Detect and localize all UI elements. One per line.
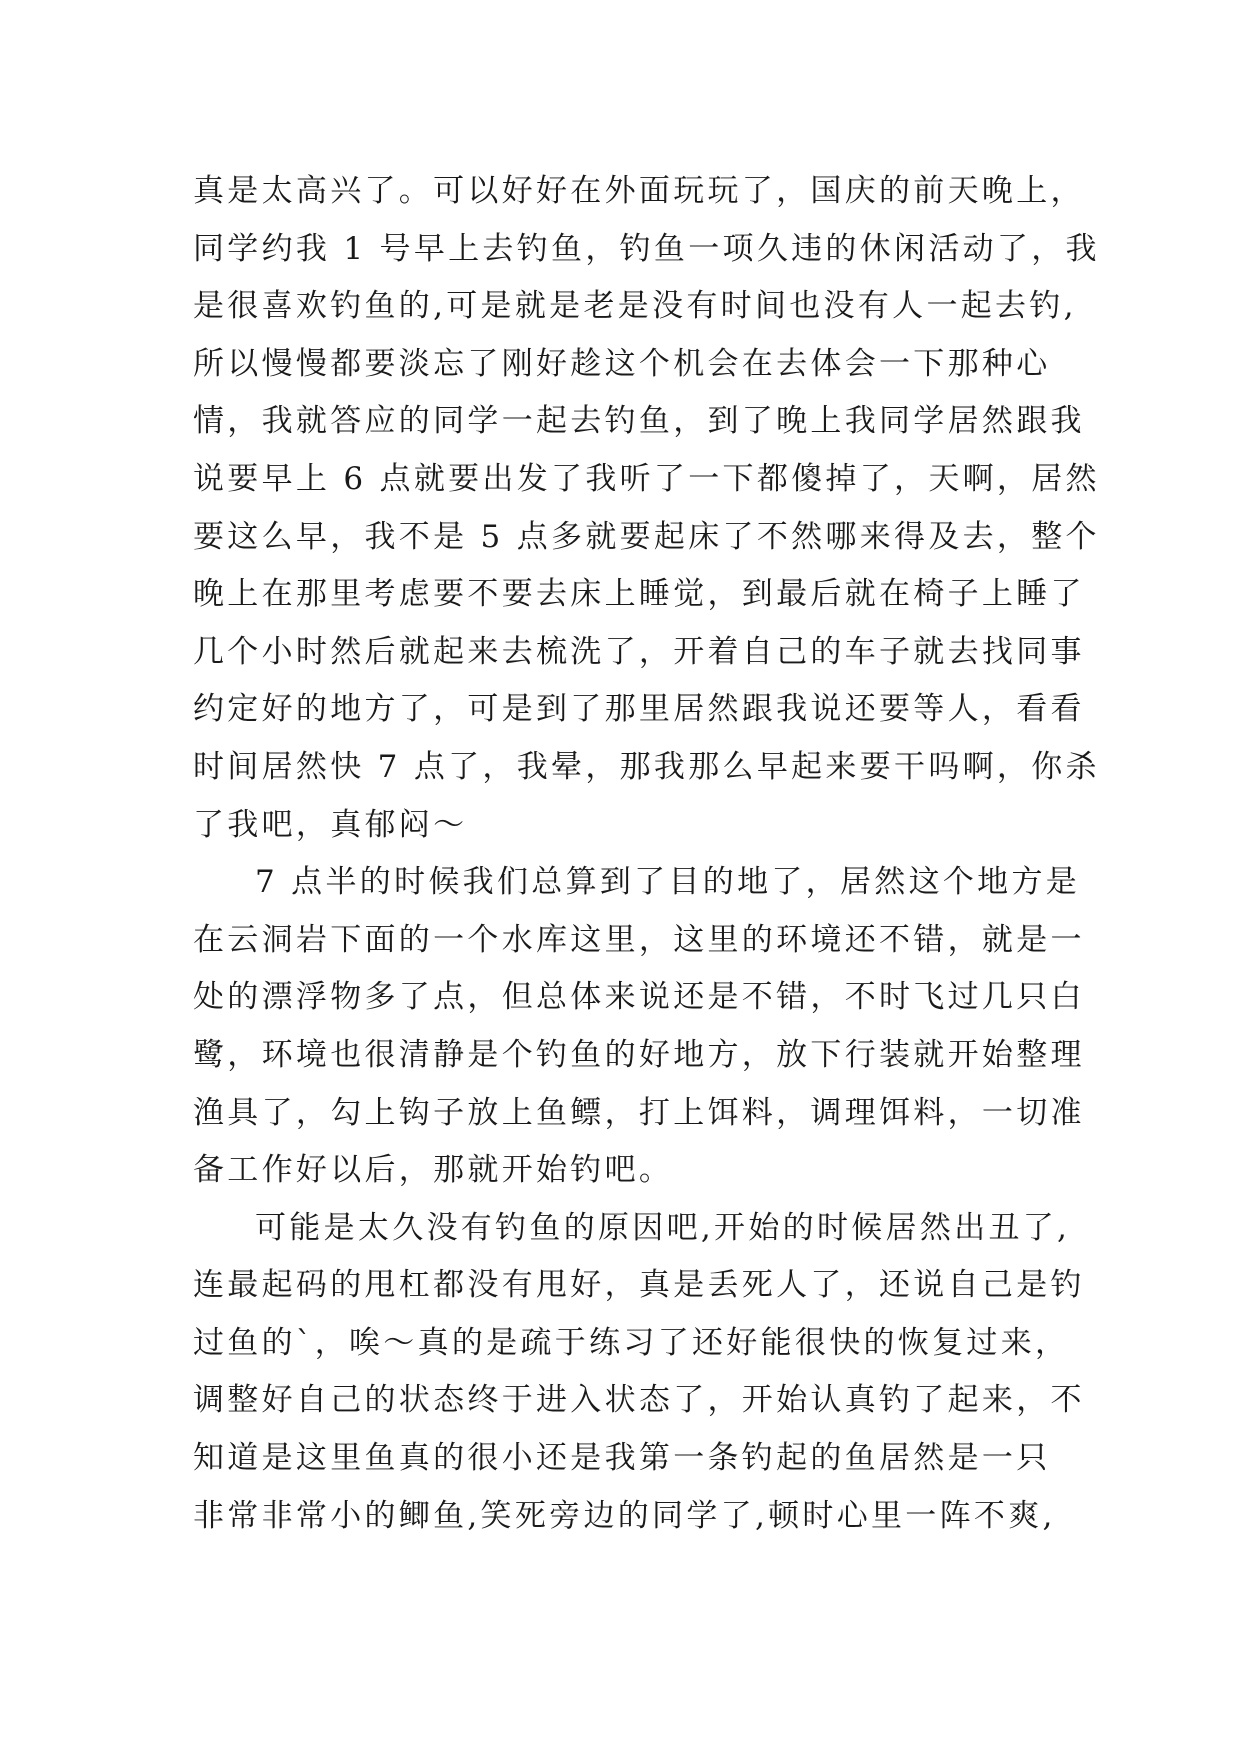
text-line: 知道是这里鱼真的很小还是我第一条钓起的鱼居然是一只 [193, 1440, 1051, 1477]
text-line: 连最起码的甩杠都没有甩好，真是丢死人了，还说自己是钓 [193, 1267, 1085, 1304]
text-line: 同学约我 1 号早上去钓鱼，钓鱼一项久违的休闲活动了，我 [193, 230, 1100, 267]
body-text [193, 163, 1100, 1545]
text-line: 所以慢慢都要淡忘了刚好趁这个机会在去体会一下那种心 [193, 345, 1051, 382]
text-line: 过鱼的`，唉～真的是疏于练习了还好能很快的恢复过来， [193, 1324, 1070, 1361]
text-line: 说要早上 6 点就要出发了我听了一下都傻掉了，天啊，居然 [193, 460, 1100, 497]
paragraph-start-line: 可能是太久没有钓鱼的原因吧,开始的时候居然出丑了, [255, 1209, 1071, 1246]
text-line: 要这么早，我不是 5 点多就要起床了不然哪来得及去，整个 [193, 518, 1100, 555]
text-line: 约定好的地方了，可是到了那里居然跟我说还要等人，看看 [193, 691, 1085, 728]
text-line: 真是太高兴了。可以好好在外面玩玩了，国庆的前天晚上， [193, 173, 1085, 209]
text-line: 鹭，环境也很清静是个钓鱼的好地方，放下行装就开始整理 [193, 1036, 1085, 1073]
text-line: 调整好自己的状态终于进入状态了，开始认真钓了起来，不 [193, 1382, 1085, 1419]
text-line: 处的漂浮物多了点，但总体来说还是不错，不时飞过几只白 [193, 979, 1085, 1016]
text-line: 备工作好以后，那就开始钓吧。 [193, 1152, 674, 1189]
text-line: 时间居然快 7 点了，我晕，那我那么早起来要干吗啊，你杀 [193, 748, 1100, 785]
text-line: 晚上在那里考虑要不要去床上睡觉，到最后就在椅子上睡了 [193, 576, 1085, 613]
paragraph-start-line: 7 点半的时候我们总算到了目的地了，居然这个地方是 [255, 864, 1081, 901]
text-line: 了我吧，真郁闷～ [193, 806, 468, 843]
text-line: 情，我就答应的同学一起去钓鱼，到了晚上我同学居然跟我 [193, 403, 1085, 440]
text-line: 非常非常小的鲫鱼,笑死旁边的同学了,顿时心里一阵不爽, [193, 1497, 1056, 1534]
text-line: 在云洞岩下面的一个水库这里，这里的环境还不错，就是一 [193, 921, 1085, 958]
text-line: 几个小时然后就起来去梳洗了，开着自己的车子就去找同事 [193, 633, 1085, 670]
text-line: 渔具了，勾上钩子放上鱼鳔，打上饵料，调理饵料，一切准 [193, 1094, 1085, 1131]
text-line: 是很喜欢钓鱼的,可是就是老是没有时间也没有人一起去钓, [193, 288, 1077, 325]
